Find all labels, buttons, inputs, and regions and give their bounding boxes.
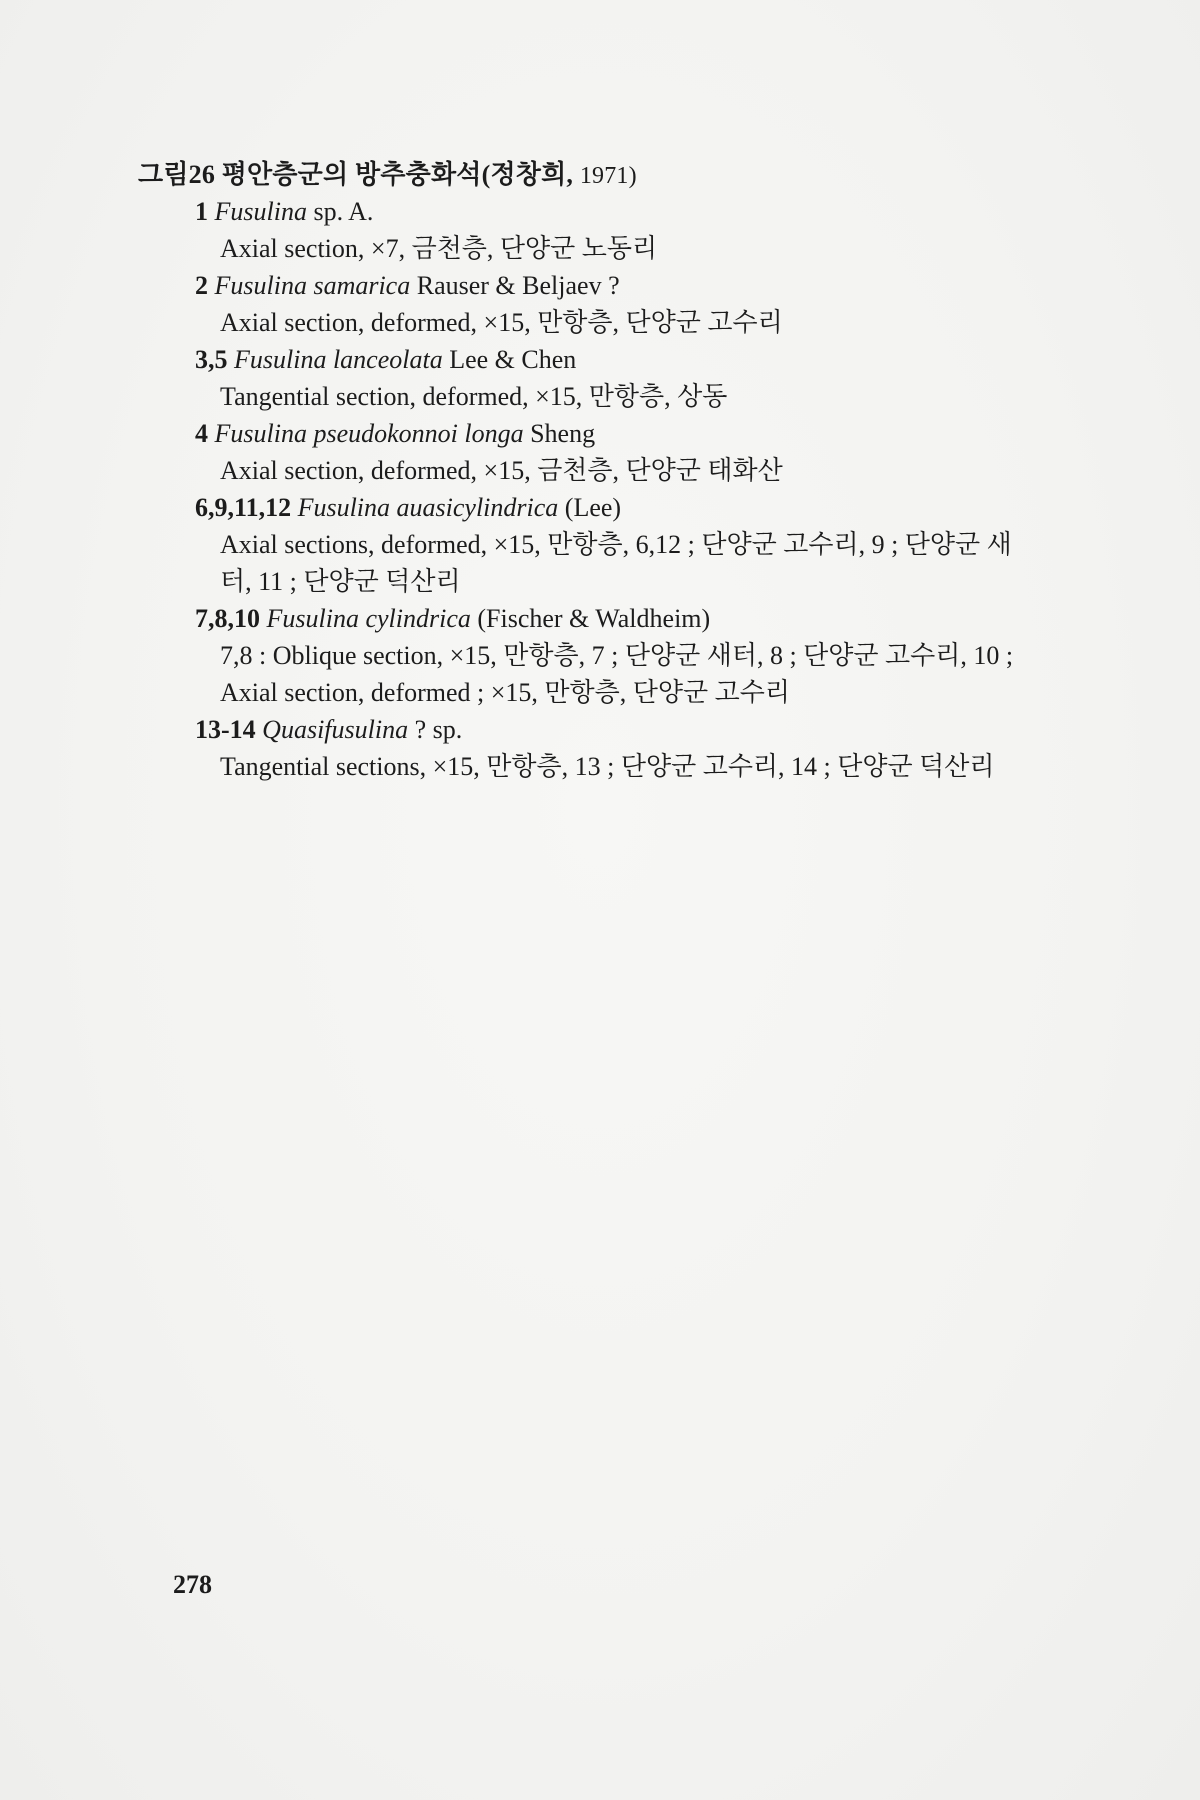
entry-5 — [138, 489, 1038, 600]
entry-description: Axial sections, deformed, ×15, 만항층, 6,12 ; 단양군 고수리, 9 ; 단양군 새터, 11 ; 단양군 덕산리 — [220, 530, 1012, 596]
entry-3 — [138, 341, 1038, 415]
entry-6 — [138, 600, 1038, 711]
entry-1 — [138, 193, 1038, 267]
entry-7 — [138, 711, 1038, 785]
species-author: ? sp. — [414, 715, 463, 744]
entry-description: 7,8 : Oblique section, ×15, 만항층, 7 ; 단양군 새터, 8 ; 단양군 고수리, 10 ; Axial section, deformed ; ×15, 만항층, 단양군 고수리 — [220, 641, 1014, 707]
species-author: sp. A. — [313, 197, 374, 226]
species-author: Rauser & Beljaev ? — [416, 271, 620, 300]
entry-number: 4 — [195, 419, 208, 448]
entry-4 — [138, 415, 1038, 489]
species-name: Quasifusulina — [262, 715, 409, 744]
page-number: 278 — [173, 1570, 212, 1599]
species-name: Fusulina — [214, 197, 307, 226]
entry-description: Tangential section, deformed, ×15, 만항층, 상동 — [220, 382, 728, 411]
species-author: (Fischer & Waldheim) — [477, 604, 711, 633]
species-name: Fusulina pseudokonnoi longa — [214, 419, 524, 448]
entry-description: Axial section, deformed, ×15, 금천층, 단양군 태화산 — [220, 456, 783, 485]
entry-number: 3,5 — [195, 345, 228, 374]
entry-number: 6,9,11,12 — [195, 493, 292, 522]
species-name: Fusulina lanceolata — [234, 345, 443, 374]
entry-description: Tangential sections, ×15, 만항층, 13 ; 단양군 고수리, 14 ; 단양군 덕산리 — [220, 752, 995, 781]
caption-title: 그림26 평안층군의 방추충화석(정창희, — [138, 160, 574, 189]
entry-number: 1 — [195, 197, 208, 226]
species-author: (Lee) — [564, 493, 622, 522]
entry-number: 13-14 — [195, 715, 256, 744]
species-author: Sheng — [530, 419, 596, 448]
species-name: Fusulina cylindrica — [266, 604, 471, 633]
species-name: Fusulina samarica — [214, 271, 411, 300]
species-author: Lee & Chen — [449, 345, 577, 374]
entry-number: 2 — [195, 271, 208, 300]
figure-caption-block — [138, 158, 1038, 785]
entry-2 — [138, 267, 1038, 341]
entry-number: 7,8,10 — [195, 604, 260, 633]
caption-year: 1971) — [579, 163, 637, 189]
figure-caption — [138, 158, 1038, 193]
species-name: Fusulina auasicylindrica — [297, 493, 559, 522]
entry-description: Axial section, deformed, ×15, 만항층, 단양군 고수리 — [220, 308, 783, 337]
entry-description: Axial section, ×7, 금천층, 단양군 노동리 — [220, 234, 658, 263]
